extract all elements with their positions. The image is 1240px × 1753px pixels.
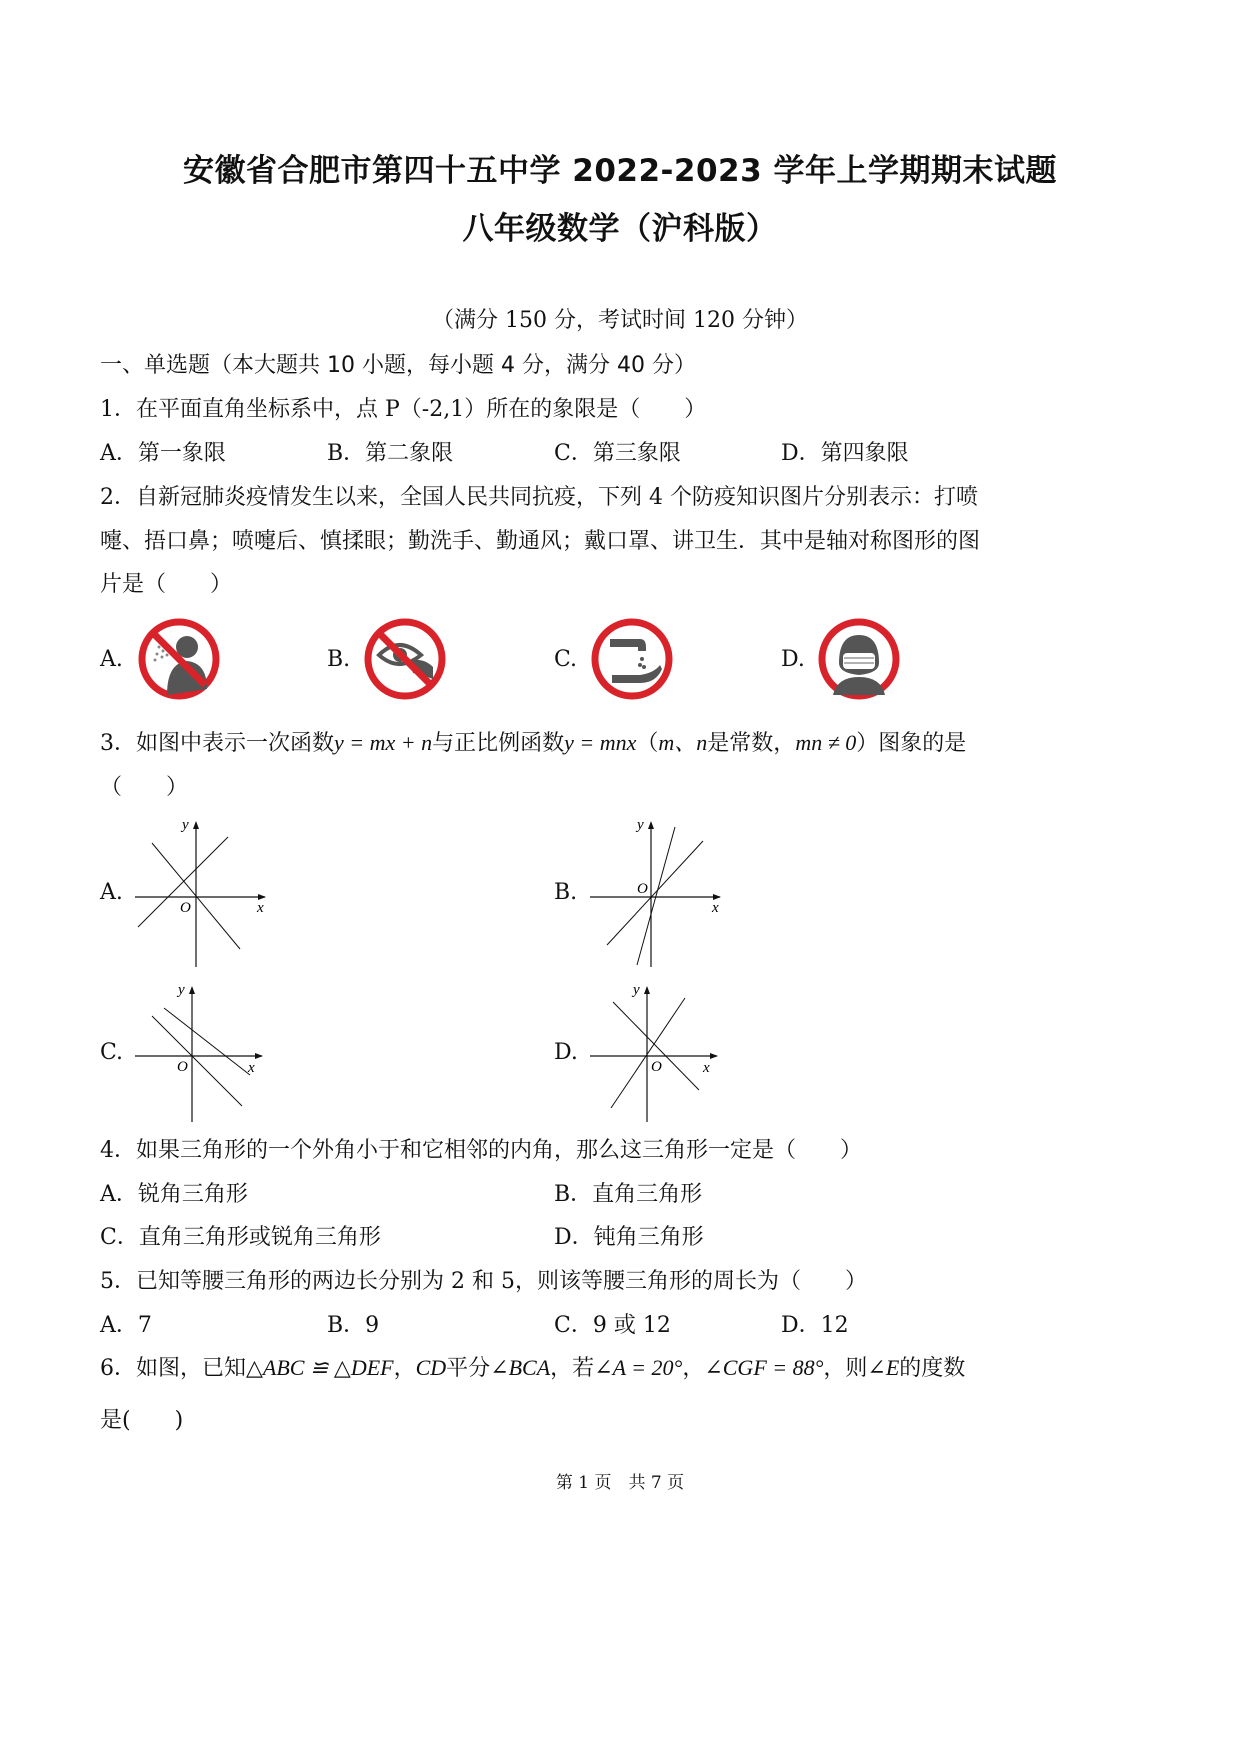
mask-wearing-icon — [817, 617, 901, 701]
q3-graph-a — [130, 815, 280, 970]
section-heading: 一、单选题（本大题共 10 小题，每小题 4 分，满分 40 分） — [100, 353, 696, 378]
no-eye-rubbing-icon — [363, 617, 447, 701]
question-2-stem-line3: 片是（ ） — [100, 572, 233, 597]
q6-sep2: ， — [682, 1356, 705, 1381]
q6-bisect-text: 平分 — [446, 1356, 491, 1381]
question-3-stem-line2: （ ） — [100, 775, 189, 800]
q3-cond-ineq: mn ≠ 0 — [795, 730, 857, 755]
q6-congruence: △ABC ≌ △DEF — [246, 1355, 394, 1380]
q6-bisector: CD — [415, 1355, 447, 1380]
q1-option-a: A．第一象限 — [100, 441, 226, 466]
question-2-stem-line1: 2．自新冠肺炎疫情发生以来，全国人民共同抗疫，下列 4 个防疫知识图片分别表示：打喷 — [100, 485, 978, 510]
page-footer: 第 1 页 共 7 页 — [555, 1473, 685, 1493]
q1-option-d: D．第四象限 — [781, 441, 909, 466]
q6-angle-bca: ∠BCA — [490, 1355, 551, 1380]
question-2-stem-line2: 嚏、捂口鼻；喷嚏后、慎揉眼；勤洗手、勤通风；戴口罩、讲卫生．其中是轴对称图形的图 — [100, 529, 981, 554]
q4-option-c: C．直角三角形或锐角三角形 — [100, 1225, 381, 1250]
graph-d-x-label: x — [703, 1060, 710, 1076]
graph-c-x-label: x — [248, 1060, 255, 1076]
q3-func-proportional: y = mnx — [564, 730, 637, 755]
graph-b-x-label: x — [712, 900, 719, 916]
question-6-stem-line2: 是( ) — [100, 1408, 184, 1433]
q5-option-b: B．9 — [327, 1313, 380, 1338]
q3-option-b-label: B. — [554, 880, 578, 905]
q6-sep1: ， — [393, 1356, 416, 1381]
graph-d-origin-label: O — [651, 1059, 662, 1075]
question-3-stem — [100, 726, 966, 757]
graph-c-origin-label: O — [177, 1059, 188, 1075]
q1-option-b: B．第二象限 — [327, 441, 454, 466]
question-1-stem: 1．在平面直角坐标系中，点 P（-2,1）所在的象限是（ ） — [100, 397, 707, 422]
graph-b-origin-label: O — [637, 881, 648, 897]
q6-tail: 的度数 — [899, 1356, 966, 1381]
graph-c-y-label: y — [178, 982, 185, 998]
q3-graph-c — [130, 980, 280, 1125]
q3-cond-vars: m、n — [658, 730, 708, 755]
question-4-stem: 4．如果三角形的一个外角小于和它相邻的内角，那么这三角形一定是（ ） — [100, 1138, 862, 1163]
q5-option-a: A．7 — [100, 1313, 152, 1338]
question-6-stem — [100, 1351, 965, 1382]
q3-stem-suffix: ）图象的是 — [856, 731, 967, 756]
q3-option-a-label: A. — [100, 880, 123, 905]
q1-option-c: C．第三象限 — [554, 441, 681, 466]
q3-option-c-label: C. — [100, 1040, 124, 1065]
q3-graph-d — [585, 980, 735, 1125]
q4-option-d: D．钝角三角形 — [554, 1225, 704, 1250]
exam-info: （满分 150 分，考试时间 120 分钟） — [432, 308, 808, 333]
q3-option-d-label: D. — [554, 1040, 578, 1065]
q2-option-b-label: B. — [327, 647, 351, 672]
q3-cond-open: （ — [636, 731, 659, 756]
exam-title: 安徽省合肥市第四十五中学 2022-2023 学年上学期期末试题 — [182, 153, 1057, 189]
q3-func-linear: y = mx + n — [334, 730, 433, 755]
q6-cond1-text: ，若 — [550, 1356, 595, 1381]
q3-graph-b — [585, 815, 735, 970]
q5-option-c: C．9 或 12 — [554, 1313, 671, 1338]
graph-a-origin-label: O — [180, 900, 191, 916]
question-5-stem: 5．已知等腰三角形的两边长分别为 2 和 5，则该等腰三角形的周长为（ ） — [100, 1269, 867, 1294]
q6-cond2-text: ，则 — [823, 1356, 868, 1381]
q4-option-b: B．直角三角形 — [554, 1182, 703, 1207]
exam-subject: 八年级数学（沪科版） — [462, 211, 778, 247]
q4-option-a: A．锐角三角形 — [100, 1182, 248, 1207]
q3-cond-text: 是常数， — [707, 731, 796, 756]
graph-b-y-label: y — [637, 817, 644, 833]
q6-angle-cgf: ∠CGF = 88° — [704, 1355, 824, 1380]
q2-option-c-label: C. — [554, 647, 578, 672]
q3-stem-mid: 与正比例函数 — [432, 731, 565, 756]
q6-angle-e: ∠E — [867, 1355, 900, 1380]
q5-option-d: D．12 — [781, 1313, 849, 1338]
q3-stem-prefix: 3．如图中表示一次函数 — [100, 731, 334, 756]
q6-angle-a: ∠A = 20° — [594, 1355, 683, 1380]
hand-washing-icon — [590, 617, 674, 701]
graph-a-y-label: y — [182, 817, 189, 833]
graph-a-x-label: x — [257, 900, 264, 916]
no-sneezing-icon — [137, 617, 221, 701]
graph-d-y-label: y — [633, 982, 640, 998]
q2-option-a-label: A. — [100, 647, 123, 672]
q2-option-d-label: D. — [781, 647, 805, 672]
q6-stem-prefix: 6．如图，已知 — [100, 1356, 246, 1381]
